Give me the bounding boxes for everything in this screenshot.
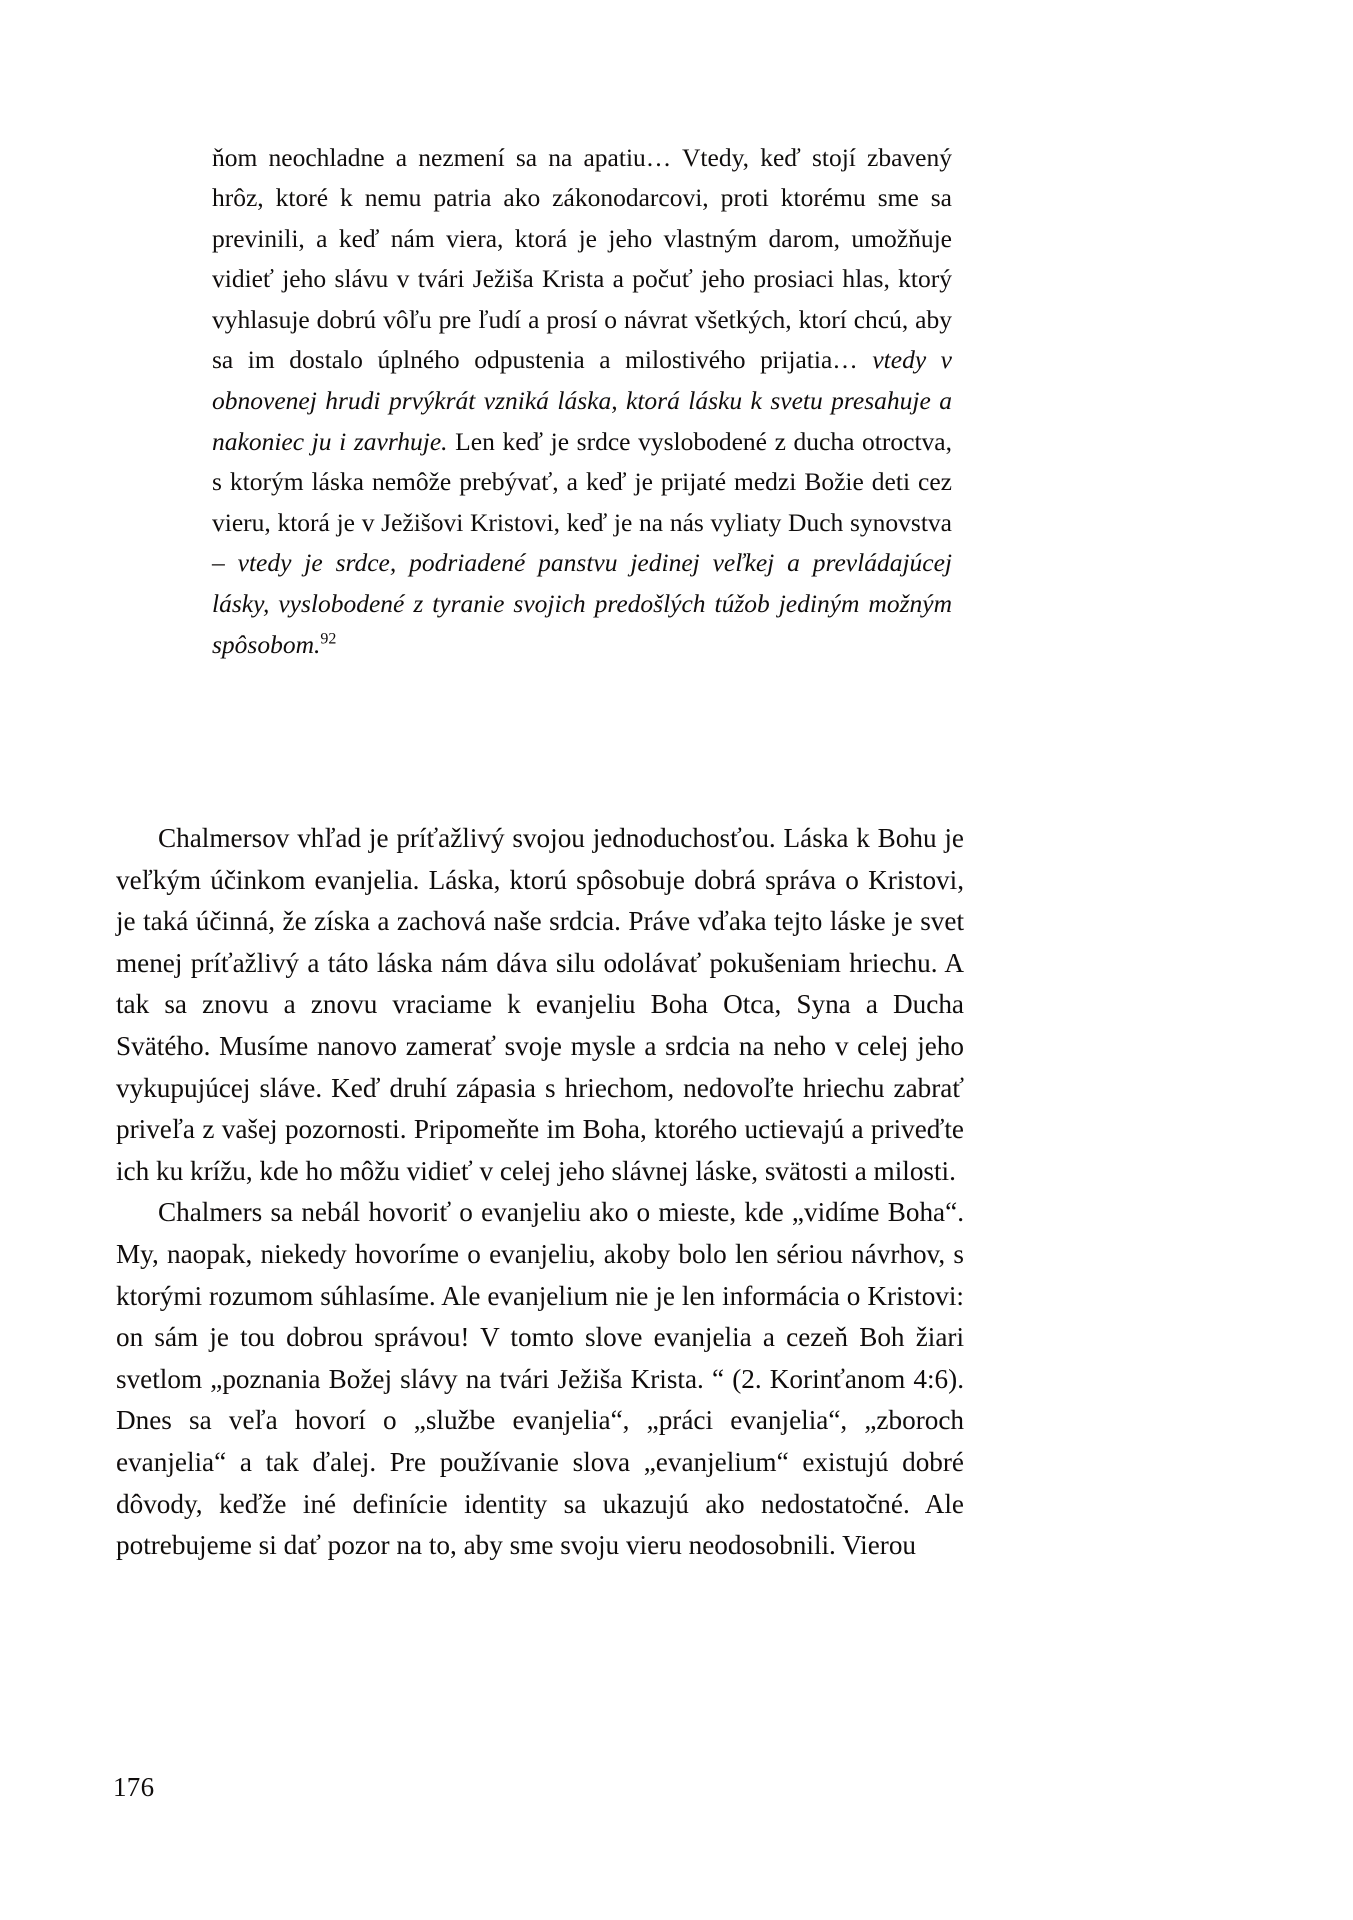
quote-text-part-one: ňom neochladne a nezmení sa na apatiu… Vtedy, keď stojí zbavený hrôz, ktoré k nemu patria ako zákonodarcovi, proti ktorému sme sa previnili, a keď nám viera, ktorá je jeho vlastným darom, umožňuje vidieť jeho slávu v tvári Ježiša Krista a počuť jeho prosiaci hlas, ktorý vyhlasuje dobrú vôľu pre ľudí a prosí o návrat všetkých, ktorí chcú, aby sa im dostalo úplného odpustenia a milostivého prijatia… bbox=[212, 142, 952, 375]
body-paragraph-2: Chalmers sa nebál hovoriť o evanjeliu ako o mieste, kde „vidíme Boha“. My, naopak, niekedy hovoríme o evanjeliu, akoby bolo len sériou návrhov, s ktorými rozumom súhlasíme. Ale evanjelium nie je len informácia o Kristovi: on sám je tou dobrou správou! V tomto slove evanjelia a cezeň Boh žiari svetlom „poznania Božej slávy na tvári Ježiša Krista. “ (2. Korinťanom 4:6). Dnes sa veľa hovorí o „službe evanjelia“, „práci evanjelia“, „zboroch evanjelia“ a tak ďalej. Pre používanie slova „evanjelium“ existujú dobré dôvody, keďže iné definície identity sa ukazujú ako nedostatočné. Ale potrebujeme si dať pozor na to, aby sme svoju vieru neodosobnili. Vierou bbox=[116, 1197, 964, 1561]
footnote-reference-marker[interactable]: 92 bbox=[320, 630, 337, 648]
quote-text-italic-two: vtedy je srdce, podriadené panstvu jedinej veľkej a prevládajúcej lásky, vyslobodené z tyranie svojich predošlých túžob jediným možným spôsobom. bbox=[212, 548, 953, 659]
body-paragraph-1: Chalmersov vhľad je príťažlivý svojou jednoduchosťou. Láska k Bohu je veľkým účinkom evanjelia. Láska, ktorú spôsobuje dobrá správa o Kristovi, je taká účinná, že získa a zachová naše srdcia. Práve vďaka tejto láske je svet menej príťažlivý a táto láska nám dáva silu odolávať pokušeniam hriechu. A tak sa znovu a znovu vraciame k evanjeliu Boha Otca, Syna a Ducha Svätého. Musíme nanovo zamerať svoje mysle a srdcia na neho v celej jeho vykupujúcej sláve. Keď druhí zápasia s hriechom, nedovoľte hriechu zabrať priveľa z vašej pozornosti. Pripomeňte im Boha, ktorého uctievajú a priveďte ich ku krížu, kde ho môžu vidieť v celej jeho slávnej láske, svätosti a milosti. bbox=[116, 823, 964, 1186]
body-text bbox=[116, 818, 964, 1567]
quote-text-part-two: Len keď je srdce vyslobodené z ducha otroctva, s ktorým láska nemôže prebývať, a keď je prijaté medzi Božie deti cez vieru, ktorá je v Ježišovi Kristovi, keď je na nás vyliaty Duch synovstva – bbox=[212, 426, 952, 578]
quote-text-italic-one: vtedy v obnovenej hrudi prvýkrát vzniká láska, ktorá lásku k svetu presahuje a nakoniec ju i zavrhuje. bbox=[212, 345, 953, 456]
page-number: 176 bbox=[113, 1772, 155, 1802]
block-quotation bbox=[212, 138, 952, 666]
